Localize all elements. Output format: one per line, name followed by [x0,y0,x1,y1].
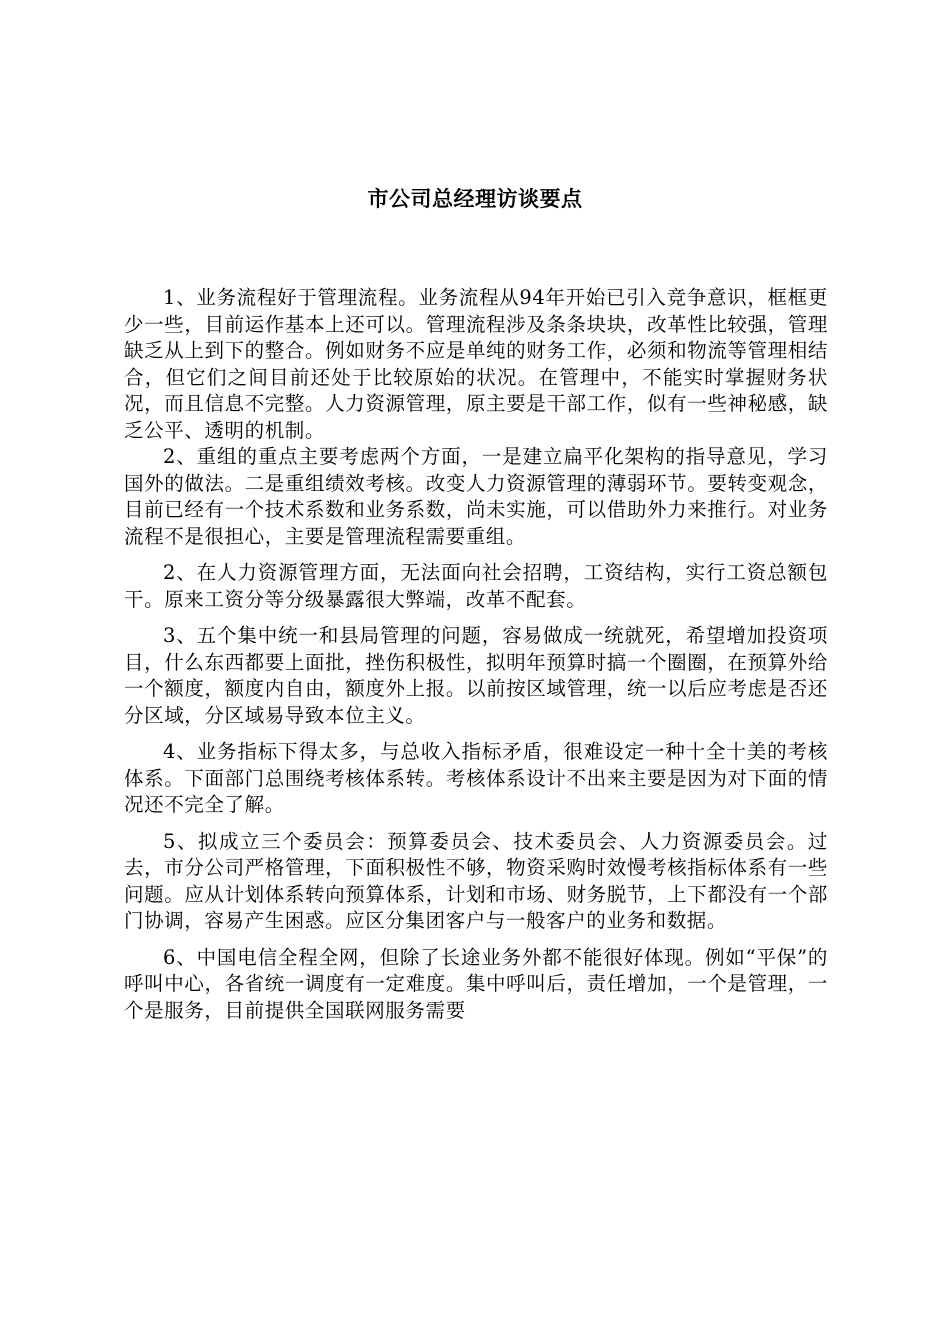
paragraph-6: 5、拟成立三个委员会：预算委员会、技术委员会、人力资源委员会。过去，市分公司严格管理，下面积极性不够，物资采购时效慢考核指标体系有一些问题。应从计划体系转向预算体系，计划和市场、财务脱节，上下都没有一个部门协调，容易产生困惑。应区分集团客户与一般客户的业务和数据。 [124,829,828,932]
paragraph-1: 1、业务流程好于管理流程。业务流程从94年开始已引入竞争意识，框框更少一些，目前运作基本上还可以。管理流程涉及条条块块，改革性比较强，管理缺乏从上到下的整合。例如财务不应是单纯的财务工作，必须和物流等管理相结合，但它们之间目前还处于比较原始的状况。在管理中，不能实时掌握财务状况，而且信息不完整。人力资源管理，原主要是干部工作，似有一些神秘感，缺乏公平、透明的机制。 [124,286,828,442]
paragraph-4: 3、五个集中统一和县局管理的问题，容易做成一统就死，希望增加投资项目，什么东西都要上面批，挫伤积极性，拟明年预算时搞一个圈圈，在预算外给一个额度，额度内自由，额度外上报。以前按区域管理，统一以后应考虑是否还分区域，分区域易导致本位主义。 [124,624,828,727]
document-body [124,285,828,1024]
paragraph-2: 2、重组的重点主要考虑两个方面，一是建立扁平化架构的指导意见，学习国外的做法。二是重组绩效考核。改变人力资源管理的薄弱环节。要转变观念，目前已经有一个技术系数和业务系数，尚未实施，可以借助外力来推行。对业务流程不是很担心，主要是管理流程需要重组。 [124,445,828,548]
paragraph-3: 2、在人力资源管理方面，无法面向社会招聘，工资结构，实行工资总额包干。原来工资分等分级暴露很大弊端，改革不配套。 [124,561,828,611]
paragraph-7: 6、中国电信全程全网，但除了长途业务外都不能很好体现。例如“平保”的呼叫中心，各省统一调度有一定难度。集中呼叫后，责任增加，一个是管理，一个是服务，目前提供全国联网服务需要 [124,945,828,1022]
page-title: 市公司总经理访谈要点 [367,187,583,211]
paragraph-5: 4、业务指标下得太多，与总收入指标矛盾，很难设定一种十全十美的考核体系。下面部门总围绕考核体系转。考核体系设计不出来主要是因为对下面的情况还不完全了解。 [124,740,828,816]
